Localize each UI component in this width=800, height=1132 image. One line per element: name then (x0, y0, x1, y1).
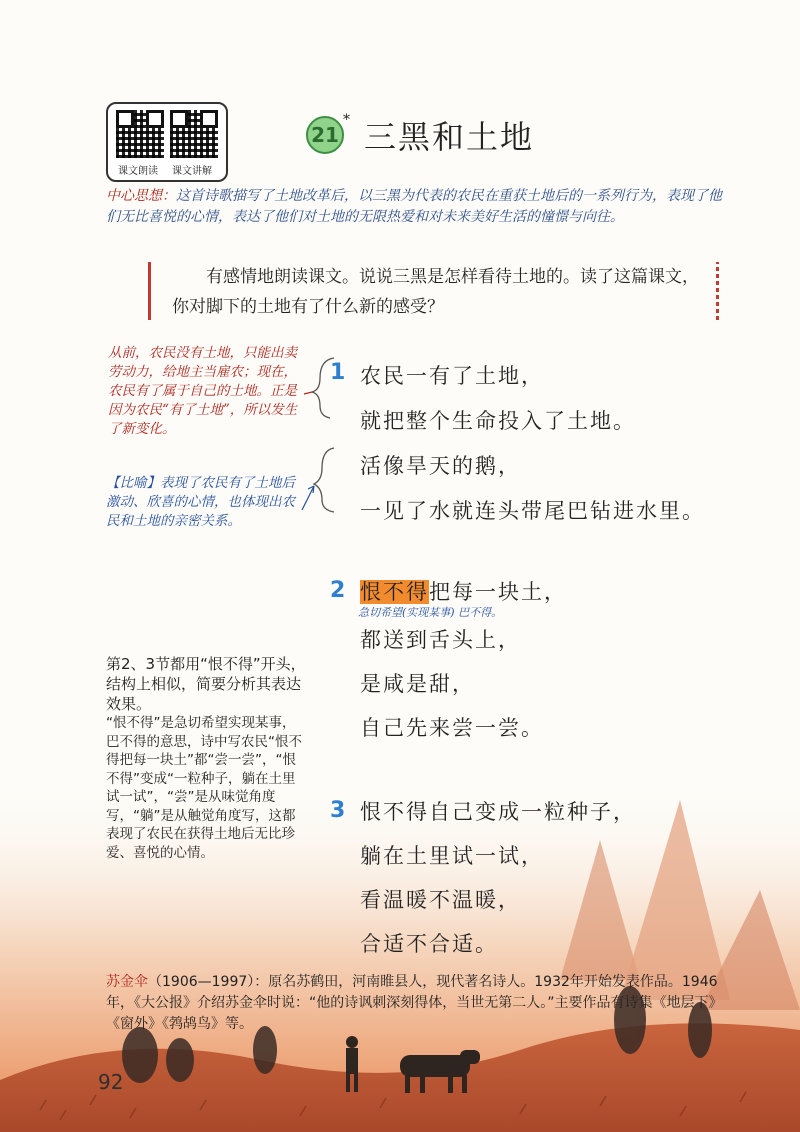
metaphor-text: 表现了农民有了土地后激动、欣喜的心情，也体现出农民和土地的亲密关系。 (106, 475, 295, 529)
poem-line: 活像旱天的鹅， (360, 454, 521, 478)
main-idea-text: 这首诗歌描写了土地改革后，以三黑为代表的农民在重获土地后的一系列行为，表现了他们无比喜悦的心情，表达了他们对土地的无限热爱和对未来美好生活的憧憬与向往。 (106, 188, 722, 225)
annotation-background-note: 从前，农民没有土地，只能出卖劳动力，给地主当雇农；现在，农民有了属于自己的土地。正是因为农民“有了土地”，所以发生了新变化。 (108, 345, 298, 437)
qr-code-panel[interactable] (106, 102, 228, 182)
page-title: 三黑和土地 (364, 118, 535, 156)
optional-lesson-star: * (343, 112, 350, 128)
poem-line: 农民一有了土地， (360, 364, 544, 388)
task-left-rule (148, 262, 151, 320)
poem-line: 看温暖不温暖， (360, 888, 521, 912)
poem-line: 是咸是甜， (360, 672, 475, 696)
word-gloss-note: 急切希望(实现某事) 巴不得。 (358, 606, 503, 619)
main-idea-note (106, 186, 734, 228)
qr-code-explanation-icon[interactable] (170, 110, 218, 158)
stanza-number-1: 1 (330, 360, 346, 385)
poem-line: 一见了水就连头带尾巴钻进水里。 (360, 499, 705, 523)
poem-line: 都送到舌头上， (360, 628, 521, 652)
qr-label-reading: 课文朗读 (118, 166, 158, 177)
author-bio: （1906—1997）：原名苏鹤田，河南睢县人，现代著名诗人。1932年开始发表作品。1946年，《大公报》介绍苏金伞时说：“他的诗讽刺深刻得体，当世无第二人。”主要作品有诗集《地层下》《窗外》《鹁鸪鸟》等。 (106, 974, 723, 1032)
qr-code-reading-icon[interactable] (116, 110, 164, 158)
highlighted-word: 恨不得 (360, 580, 429, 604)
author-name: 苏金伞 (106, 974, 148, 990)
author-note (106, 972, 726, 1035)
poem-line (360, 576, 567, 606)
poem-line: 自己先来尝一尝。 (360, 716, 544, 740)
analysis-question: 第2、3节都用“恨不得”开头，结构上相似，简要分析其表达效果。 (106, 655, 306, 713)
analysis-answer: “恨不得”是急切希望实现某事，巴不得的意思，诗中写农民“恨不得把每一块土”都“尝一尝”，“恨不得”变成“一粒种子，躺在土里试一试”，“尝”是从味觉角度写，“躺”是从触觉角度写，这都表现了农民在获得土地后无比珍爱、喜悦的心情。 (106, 715, 302, 861)
stanza-number-2: 2 (330, 578, 346, 603)
poem-line: 合适不合适。 (360, 932, 498, 956)
stanza-number-3: 3 (330, 798, 346, 823)
poem-line: 就把整个生命投入了土地。 (360, 409, 636, 433)
poem-line-rest: 把每一块土， (429, 580, 567, 604)
metaphor-tag: 【比喻】 (106, 475, 160, 491)
main-idea-label: 中心思想： (106, 188, 176, 204)
analysis-note (106, 654, 306, 862)
qr-label-explanation: 课文讲解 (172, 166, 212, 177)
reading-task: 有感情地朗读课文。说说三黑是怎样看待土地的。读了这篇课文，你对脚下的土地有了什么新的感受？ (172, 267, 699, 317)
poem-line: 躺在土里试一试， (360, 844, 544, 868)
poem-line: 恨不得自己变成一粒种子， (360, 800, 636, 824)
annotation-metaphor-note (106, 474, 302, 531)
task-right-rule (716, 262, 719, 320)
lesson-number-badge: 21 (306, 116, 344, 154)
page-number: 92 (98, 1070, 124, 1094)
